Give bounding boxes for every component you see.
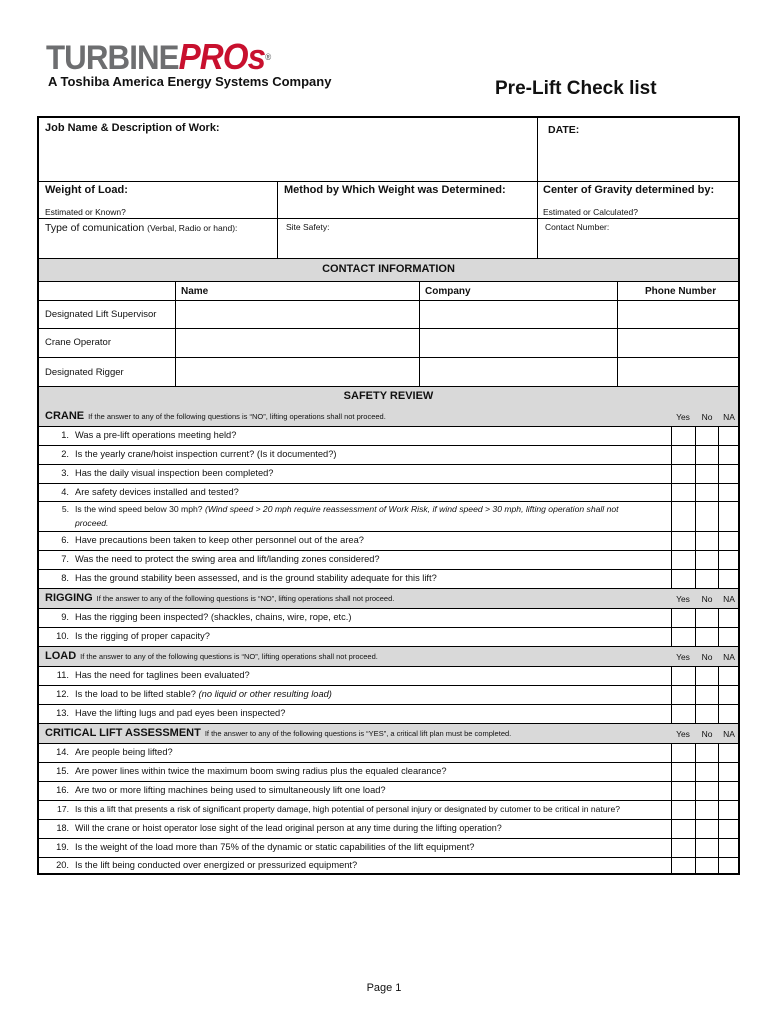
logo-text-turbine: TURBINE: [46, 39, 179, 77]
question-text: Is the wind speed below 30 mph?: [75, 504, 203, 514]
question-number: 11.: [56, 670, 69, 680]
question-number: 1.: [61, 430, 69, 440]
load-yes-header: Yes: [676, 652, 690, 662]
question-text: Has the need for taglines been evaluated?: [75, 670, 250, 680]
company-logo: [46, 36, 290, 77]
question-text: Have precautions been taken to keep other personnel out of the area?: [75, 535, 364, 545]
question-text: Have the lifting lugs and pad eyes been inspected?: [75, 708, 286, 718]
question-5-note: (Wind speed > 20 mph require reassessment of Work Risk, if wind speed > 30 mph, lifting operation shall not: [204, 504, 619, 514]
question-number: 17.: [57, 804, 69, 814]
question-text: Has the rigging been inspected? (shackles, chains, wire, rope, etc.): [75, 612, 352, 622]
question-text: Has the daily visual inspection been completed?: [75, 468, 274, 478]
crane-section-title: [45, 410, 386, 422]
question-text: Is the load to be lifted stable?: [75, 689, 196, 699]
center-of-gravity-label: Center of Gravity determined by:: [543, 184, 715, 196]
question-number: 15.: [56, 766, 69, 776]
role-crane-operator: Crane Operator: [45, 337, 112, 348]
page-number: Page 1: [366, 982, 402, 994]
question-number: 13.: [56, 708, 69, 718]
crane-yes-header: Yes: [676, 412, 690, 422]
question-text: Is the rigging of proper capacity?: [75, 631, 210, 641]
communication-label-text: Type of comunication: [45, 222, 145, 234]
pre-lift-form: [37, 116, 740, 875]
question-15: [49, 766, 447, 776]
question-13: [49, 708, 285, 718]
question-text: Has the ground stability been assessed, and is the ground stability adequate for this lift?: [75, 573, 437, 583]
logo-registered-mark: ®: [265, 52, 271, 62]
question-19: [49, 842, 474, 852]
question-11: [49, 670, 250, 680]
critical-lift-section-title: [45, 727, 511, 739]
communication-options: (Verbal, Radio or hand):: [147, 223, 238, 233]
load-na-header: NA: [723, 652, 735, 662]
question-number: 4.: [61, 487, 69, 497]
question-text: Will the crane or hoist operator lose sight of the lead original person at any time during the lifting operation?: [75, 823, 502, 833]
question-text: Are safety devices installed and tested?: [75, 487, 239, 497]
load-label: LOAD: [45, 650, 77, 662]
contact-col-company: Company: [425, 286, 471, 297]
question-5: [49, 504, 619, 514]
question-number: 12.: [56, 689, 69, 699]
role-lift-supervisor: Designated Lift Supervisor: [45, 309, 157, 320]
logo-text-pros: PROs: [178, 36, 266, 77]
job-name-label: Job Name & Description of Work:: [45, 122, 220, 134]
question-20: [49, 860, 357, 870]
cog-estimated-calculated: Estimated or Calculated?: [543, 207, 638, 217]
question-number: 10.: [56, 631, 69, 641]
question-5-note-end: proceed.: [75, 518, 109, 528]
crane-no-header: No: [701, 412, 713, 422]
question-text: Are two or more lifting machines being used to simultaneously lift one load?: [75, 785, 386, 795]
crane-note: If the answer to any of the following questions is “NO”, lifting operations shall not proceed.: [88, 412, 386, 421]
load-no-header: No: [701, 652, 713, 662]
load-section-title: [45, 650, 378, 662]
rigging-yes-header: Yes: [676, 594, 690, 604]
question-7: [49, 554, 380, 564]
weight-of-load-label: Weight of Load:: [45, 184, 128, 196]
rigging-section-title: [45, 592, 394, 604]
contact-col-phone: Phone Number: [645, 286, 717, 297]
question-text: Is the weight of the load more than 75% of the dynamic or static capabilities of the lift equipment?: [75, 842, 475, 852]
question-4: [49, 487, 239, 497]
critical-yes-header: Yes: [676, 729, 690, 739]
weight-estimated-known: Estimated or Known?: [45, 207, 126, 217]
question-text: Was a pre-lift operations meeting held?: [75, 430, 237, 440]
critical-lift-note: If the answer to any of the following questions is “YES”, a critical lift plan must be completed.: [204, 729, 512, 738]
question-number: 19.: [56, 842, 69, 852]
question-12: [49, 689, 332, 699]
site-safety-label: Site Safety:: [286, 222, 330, 232]
question-text: Are power lines within twice the maximum boom swing radius plus the equaled clearance?: [75, 766, 447, 776]
question-number: 18.: [56, 823, 69, 833]
rigging-no-header: No: [701, 594, 713, 604]
safety-review-title: SAFETY REVIEW: [343, 390, 434, 402]
crane-na-header: NA: [723, 412, 735, 422]
question-17: [49, 804, 620, 814]
document-title: Pre-Lift Check list: [495, 78, 657, 99]
question-number: 14.: [56, 747, 69, 757]
load-note: If the answer to any of the following questions is “NO”, lifting operations shall not proceed.: [80, 652, 378, 661]
question-text: Are people being lifted?: [75, 747, 173, 757]
question-text: Is the yearly crane/hoist inspection current? (Is it documented?): [75, 449, 337, 459]
question-number: 6.: [61, 535, 69, 545]
question-3: [49, 468, 273, 478]
contact-number-label: Contact Number:: [545, 222, 610, 232]
communication-type-label: [45, 222, 237, 234]
question-1: [49, 430, 236, 440]
rigging-label: RIGGING: [45, 592, 93, 604]
contact-information-title: CONTACT INFORMATION: [322, 263, 455, 275]
question-text: Is this a lift that presents a risk of significant property damage, high potential of personal injury or designated by cutomer to be critical in nature?: [75, 804, 621, 814]
weight-method-label: Method by Which Weight was Determined:: [284, 184, 506, 196]
question-number: 20.: [56, 860, 69, 870]
question-number: 8.: [61, 573, 69, 583]
question-18: [49, 823, 502, 833]
critical-lift-label: CRITICAL LIFT ASSESSMENT: [45, 727, 201, 739]
question-16: [49, 785, 386, 795]
question-number: 5.: [61, 504, 69, 514]
logo-tagline: A Toshiba America Energy Systems Company: [48, 74, 332, 89]
question-8: [49, 573, 437, 583]
question-number: 2.: [61, 449, 69, 459]
question-2: [49, 449, 336, 459]
contact-col-name: Name: [181, 286, 209, 297]
role-designated-rigger: Designated Rigger: [45, 367, 124, 378]
critical-no-header: No: [701, 729, 713, 739]
date-label: DATE:: [548, 124, 580, 136]
question-number: 9.: [61, 612, 69, 622]
question-number: 7.: [61, 554, 69, 564]
question-10: [49, 631, 210, 641]
question-5-continued: [75, 518, 108, 528]
question-6: [49, 535, 364, 545]
question-14: [49, 747, 173, 757]
rigging-na-header: NA: [723, 594, 735, 604]
question-number: 3.: [61, 468, 69, 478]
critical-na-header: NA: [723, 729, 735, 739]
crane-label: CRANE: [45, 410, 85, 422]
question-text: Is the lift being conducted over energized or pressurized equipment?: [75, 860, 358, 870]
question-number: 16.: [56, 785, 69, 795]
question-9: [49, 612, 351, 622]
question-12-note: (no liquid or other resulting load): [198, 689, 332, 699]
question-text: Was the need to protect the swing area and lift/landing zones considered?: [75, 554, 380, 564]
rigging-note: If the answer to any of the following questions is “NO”, lifting operations shall not proceed.: [96, 594, 395, 603]
